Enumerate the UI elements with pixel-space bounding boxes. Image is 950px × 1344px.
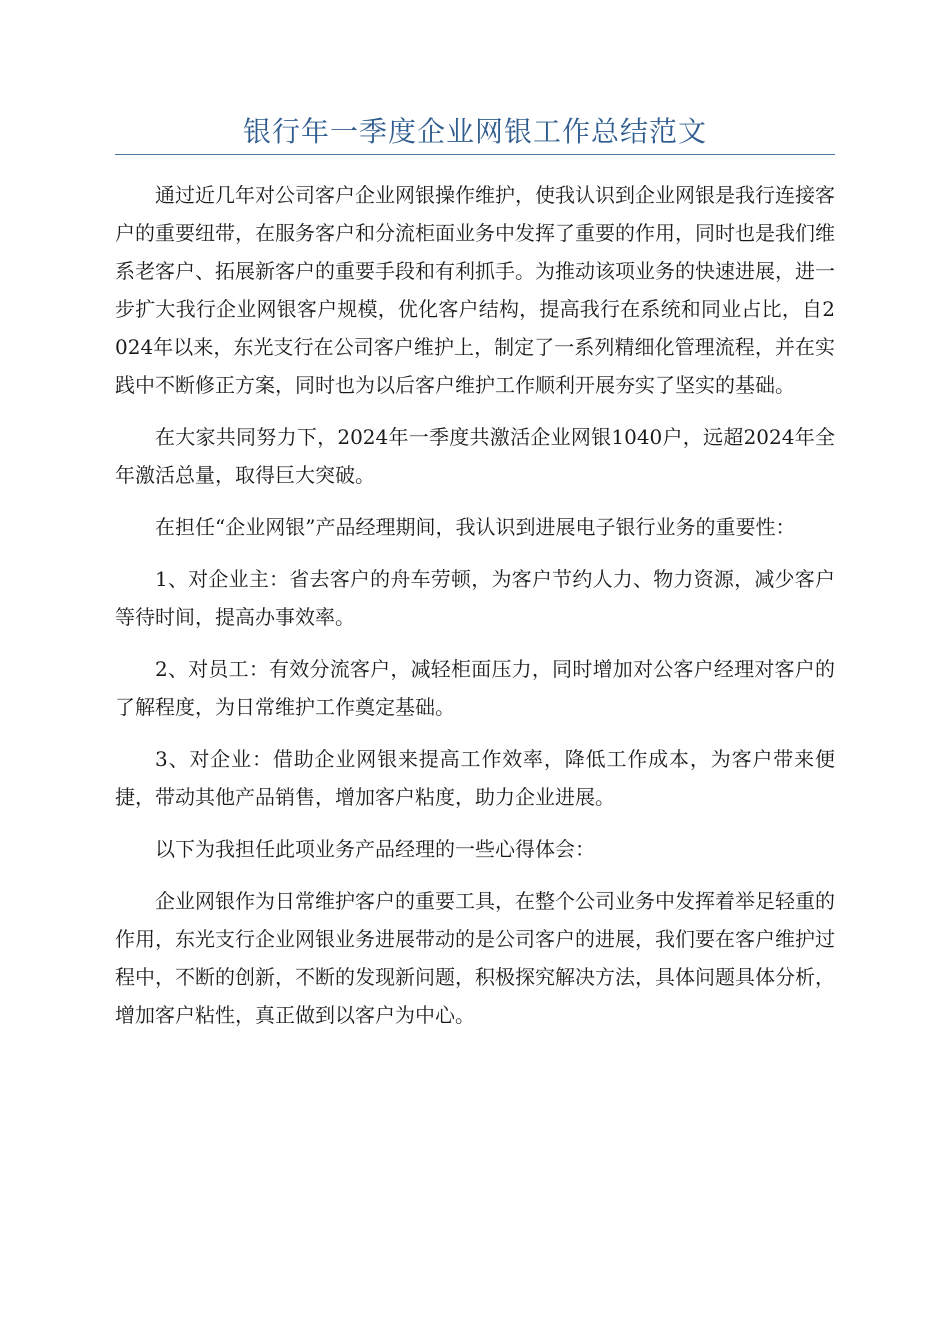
document-body [115,176,835,1048]
paragraph-importance-intro: 在担任“企业网银”产品经理期间，我认识到进展电子银行业务的重要性： [155,515,796,539]
paragraph-achievement: 在大家共同努力下，2024年一季度共激活企业网银1040户，远超2024年全年激活总量，取得巨大突破。 [115,425,835,487]
paragraph-intro: 通过近几年对公司客户企业网银操作维护，使我认识到企业网银是我行连接客户的重要纽带，在服务客户和分流柜面业务中发挥了重要的作用，同时也是我们维系老客户、拓展新客户的重要手段和有利抓手。为推动该项业务的快速进展，进一步扩大我行企业网银客户规模，优化客户结构，提高我行在系统和同业占比，自2024年以来，东光支行在公司客户维护上，制定了一系列精细化管理流程，并在实践中不断修正方案，同时也为以后客户维护工作顺利开展夯实了坚实的基础。 [115,183,835,397]
title-underline [115,154,835,155]
paragraph-conclusion: 企业网银作为日常维护客户的重要工具，在整个公司业务中发挥着举足轻重的作用，东光支行企业网银业务进展带动的是公司客户的进展，我们要在客户维护过程中，不断的创新，不断的发现新问题，积极探究解决方法，具体问题具体分析，增加客户粘性，真正做到以客户为中心。 [115,889,835,1027]
paragraph-point-1: 1、对企业主：省去客户的舟车劳顿，为客户节约人力、物力资源，减少客户等待时间，提高办事效率。 [115,567,835,629]
document-title: 银行年一季度企业网银工作总结范文 [242,115,707,148]
paragraph-point-3: 3、对企业：借助企业网银来提高工作效率，降低工作成本，为客户带来便捷，带动其他产品销售，增加客户粘度，助力企业进展。 [115,747,835,809]
paragraph-point-2: 2、对员工：有效分流客户，减轻柜面压力，同时增加对公客户经理对客户的了解程度，为日常维护工作奠定基础。 [115,657,835,719]
paragraph-experience-intro: 以下为我担任此项业务产品经理的一些心得体会： [155,837,595,861]
